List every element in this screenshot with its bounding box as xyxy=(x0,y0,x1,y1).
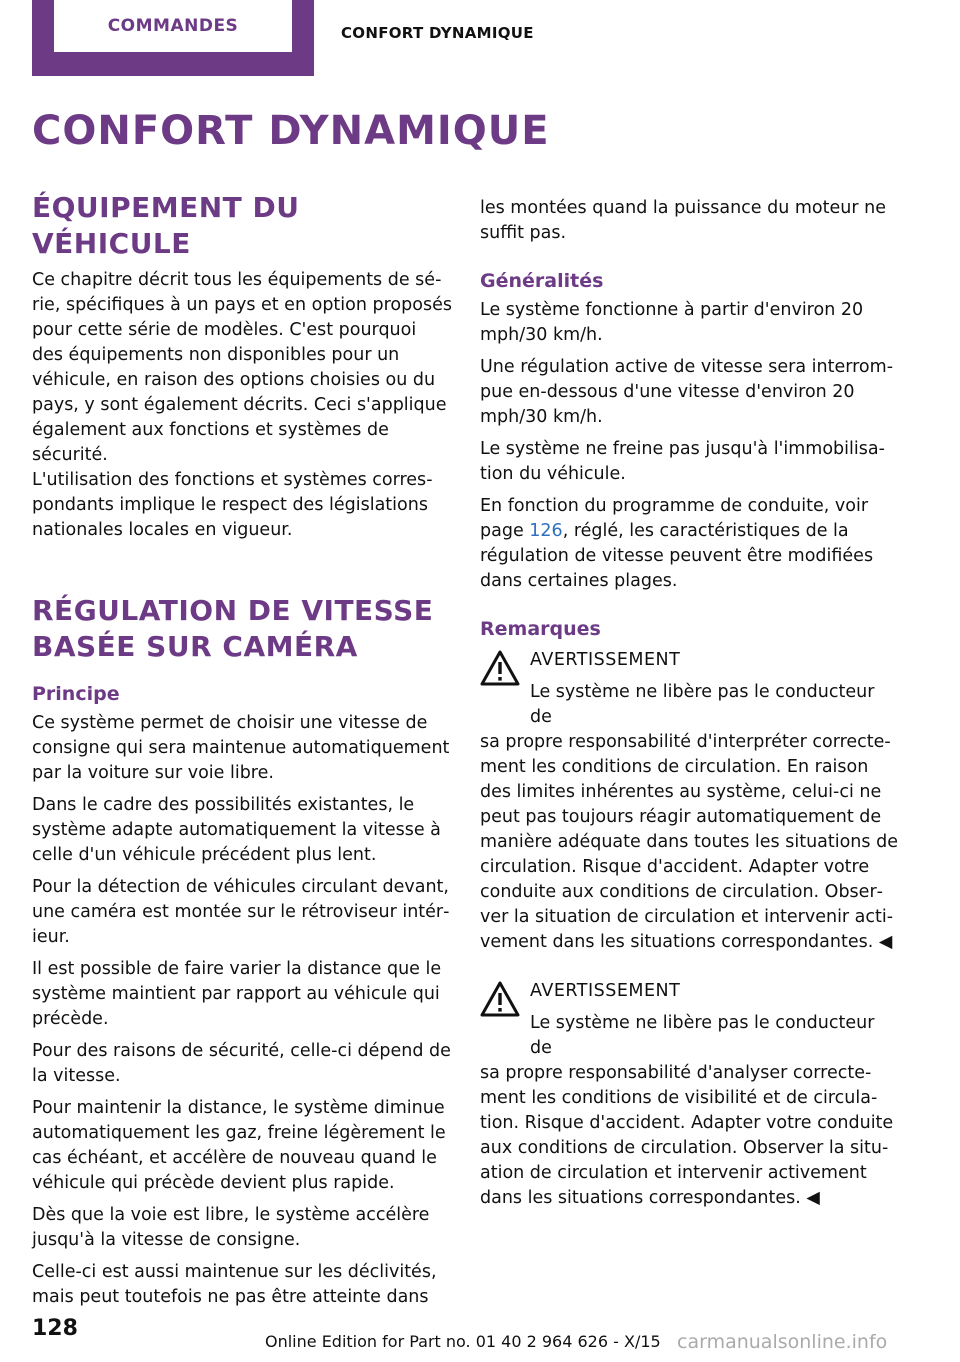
paragraph: Dans le cadre des possibilités existantes, le système adapte automatiquement la vitesse à celle d'un véhicule précédent plus lent. xyxy=(32,795,441,865)
paragraph: Ce chapitre décrit tous les équipements de série, spécifiques à un pays et en option proposés pour cette série de modèles. C'est pourquoi des équipements non disponibles pour un véhicule, en raison des options choisies ou du pays, y sont également décrits. Ceci s'applique également aux fonctions et systèmes de sécurité. xyxy=(32,270,452,465)
warning-triangle-icon xyxy=(480,981,520,1017)
paragraph: Le système fonctionne à partir d'environ 20 mph/30 km/h. xyxy=(480,300,864,345)
chapter-tab-label: COMMANDES xyxy=(54,0,292,52)
heading-remarques: Remarques xyxy=(480,618,601,640)
warning-first-line: Le système ne libère pas le conducteur de xyxy=(530,1013,875,1058)
page-link[interactable]: 126 xyxy=(529,521,563,541)
page-header xyxy=(0,0,960,80)
paragraph: Dès que la voie est libre, le système accélère jusqu'à la vitesse de consigne. xyxy=(32,1205,430,1250)
paragraph: Il est possible de faire varier la distance que le système maintient par rapport au véhicule qui précède. xyxy=(32,959,442,1029)
warning-title: AVERTISSEMENT xyxy=(530,981,681,1001)
watermark: carmanualsonline.info xyxy=(677,1331,888,1353)
text: , réglé, les caractéristiques de la régulation de vitesse peuvent être modifiées dans certaines plages. xyxy=(480,521,874,591)
text: En fonction du programme de conduite, voir page xyxy=(480,496,869,541)
right-column xyxy=(480,196,900,1218)
paragraph: Une régulation active de vitesse sera interrompue en-dessous d'une vitesse d'environ 20 mph/30 km/h. xyxy=(480,357,894,427)
heading-equipement: ÉQUIPEMENT DU VÉHICULE xyxy=(32,191,300,260)
heading-generalites: Généralités xyxy=(480,270,604,292)
paragraph: Pour maintenir la distance, le système diminue automatiquement les gaz, freine légèrement le cas échéant, et accélère de nouveau quand le véhicule qui précède devient plus rapide. xyxy=(32,1098,446,1193)
paragraph: L'utilisation des fonctions et systèmes correspondants implique le respect des législations nationales locales en vigueur. xyxy=(32,470,433,540)
warning-box xyxy=(480,648,900,955)
page-number: 128 xyxy=(32,1316,78,1341)
warning-triangle-icon xyxy=(480,650,520,686)
warning-title: AVERTISSEMENT xyxy=(530,650,681,670)
paragraph: Pour des raisons de sécurité, celle-ci dépend de la vitesse. xyxy=(32,1041,451,1086)
warning-text: sa propre responsabilité d'analyser correctement les conditions de visibilité et de circulation. Risque d'accident. Adapter votre conduite aux conditions de circulation. Observer la situation de circulation et intervenir activement dans les situations correspondantes. ◀ xyxy=(480,1063,894,1208)
paragraph: Le système ne freine pas jusqu'à l'immobilisation du véhicule. xyxy=(480,439,885,484)
chapter-tab xyxy=(32,0,314,76)
left-column xyxy=(32,190,452,1317)
section-label: CONFORT DYNAMIQUE xyxy=(341,24,534,42)
warning-box xyxy=(480,979,900,1211)
heading-principe: Principe xyxy=(32,683,120,705)
page-title: CONFORT DYNAMIQUE xyxy=(32,108,550,154)
paragraph: les montées quand la puissance du moteur ne suffit pas. xyxy=(480,198,886,243)
warning-text: sa propre responsabilité d'interpréter correctement les conditions de circulation. En raison des limites inhérentes au système, celui-ci ne peut pas toujours réagir automatiquement de manière adéquate dans toutes les situations de circulation. Risque d'accident. Adapter votre conduite aux conditions de circulation. Observer la situation de circulation et intervenir activement dans les situations correspondantes. ◀ xyxy=(480,732,898,952)
warning-first-line: Le système ne libère pas le conducteur de xyxy=(530,682,875,727)
paragraph-with-link xyxy=(480,494,900,594)
paragraph: Pour la détection de véhicules circulant devant, une caméra est montée sur le rétroviseur intérieur. xyxy=(32,877,450,947)
edition-footer: Online Edition for Part no. 01 40 2 964 626 - X/15 xyxy=(265,1332,661,1351)
heading-regulation: RÉGULATION DE VITESSE BASÉE SUR CAMÉRA xyxy=(32,594,434,663)
paragraph: Ce système permet de choisir une vitesse de consigne qui sera maintenue automatiquement par la voiture sur voie libre. xyxy=(32,713,450,783)
paragraph: Celle-ci est aussi maintenue sur les déclivités, mais peut toutefois ne pas être atteinte dans xyxy=(32,1262,437,1307)
